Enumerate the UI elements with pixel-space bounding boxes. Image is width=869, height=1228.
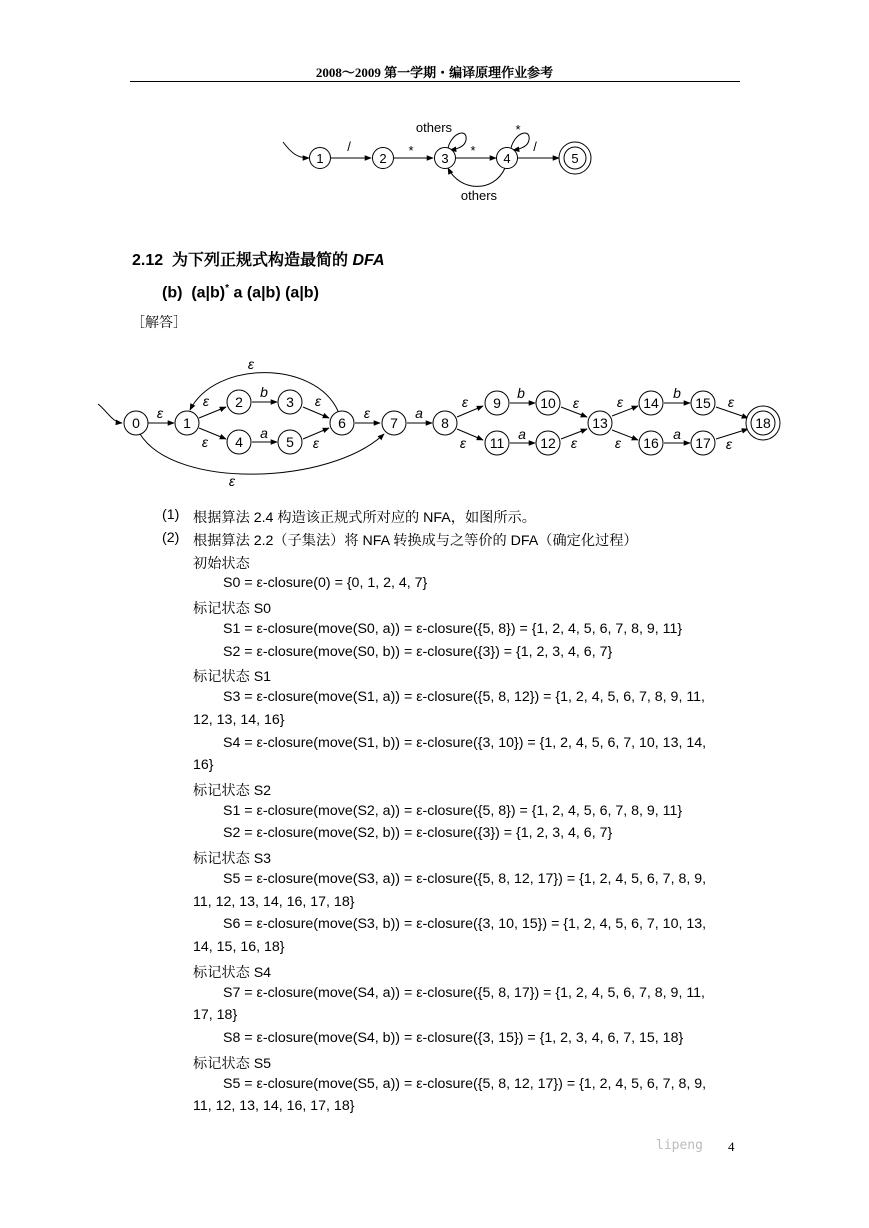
eq-s6-line2: 14, 15, 16, 18}: [193, 939, 285, 955]
nfa-diagram: [0, 355, 869, 495]
nfa-label-eps-1-2: ε: [202, 393, 210, 409]
nfa-state-9: 9: [493, 395, 501, 411]
d1-label-star-2: *: [470, 143, 476, 158]
initial-state-label: 初始状态: [193, 556, 250, 572]
eq-s6-line1: S6 = ε-closure(move(S3, b)) = ε-closure({3, 10, 15}) = {1, 2, 4, 5, 6, 7, 10, 13,: [223, 916, 707, 932]
nfa-state-6: 6: [338, 415, 346, 431]
nfa-state-1: 1: [183, 415, 191, 431]
subquestion: [162, 283, 319, 302]
page-header: 2008～2009 第一学期・编译原理作业参考: [315, 65, 554, 80]
eq-s4-line1: S4 = ε-closure(move(S1, b)) = ε-closure({3, 10}) = {1, 2, 4, 5, 6, 7, 10, 13, 14,: [223, 735, 707, 751]
nfa-state-13: 13: [592, 415, 608, 431]
nfa-label-eps-13-16: ε: [614, 435, 622, 451]
nfa-state-3: 3: [286, 394, 294, 410]
section-title-dfa: DFA: [352, 252, 385, 269]
nfa-label-eps-10-13: ε: [572, 395, 580, 411]
answer-label: ［解答］: [131, 315, 187, 331]
eq-s3-line1: S3 = ε-closure(move(S1, a)) = ε-closure({5, 8, 12}) = {1, 2, 4, 5, 6, 7, 8, 9, 11,: [223, 689, 705, 705]
nfa-label-b-14-15: b: [673, 385, 681, 401]
nfa-state-2: 2: [235, 394, 243, 410]
nfa-state-8: 8: [441, 415, 449, 431]
eq-s2-b: S2 = ε-closure(move(S2, b)) = ε-closure({3}) = {1, 2, 3, 4, 6, 7}: [223, 825, 613, 841]
nfa-state-10: 10: [540, 395, 556, 411]
nfa-state-16: 16: [643, 435, 659, 451]
mark-s0-label: 标记状态 S0: [193, 601, 272, 617]
section-title-text: 为下列正规式构造最简的: [172, 250, 349, 269]
eq-s5-line2: 11, 12, 13, 14, 16, 17, 18}: [193, 894, 355, 910]
step-2-text: 根据算法 2.2（子集法）将 NFA 转换成与之等价的 DFA（确定化过程）: [193, 533, 638, 549]
nfa-label-eps-8-11: ε: [459, 435, 467, 451]
eq-s5b-line2: 11, 12, 13, 14, 16, 17, 18}: [193, 1098, 355, 1114]
mark-s5-label: 标记状态 S5: [193, 1056, 272, 1072]
nfa-state-18: 18: [755, 415, 771, 431]
header-rule: [130, 81, 740, 82]
eq-s2: S2 = ε-closure(move(S0, b)) = ε-closure({3}) = {1, 2, 3, 4, 6, 7}: [223, 644, 613, 660]
nfa-state-5: 5: [286, 434, 294, 450]
nfa-state-11: 11: [489, 435, 505, 451]
mark-s4-label: 标记状态 S4: [193, 965, 272, 981]
subq-regex-star: *: [225, 283, 230, 294]
eq-s5b-line1: S5 = ε-closure(move(S5, a)) = ε-closure({5, 8, 12, 17}) = {1, 2, 4, 5, 6, 7, 8, 9,: [223, 1076, 707, 1092]
comment-automaton-diagram: [0, 110, 869, 210]
nfa-label-b-9-10: b: [517, 385, 525, 401]
section-title: [132, 247, 385, 270]
d1-state-3: 3: [441, 151, 449, 166]
nfa-state-14: 14: [643, 395, 659, 411]
subq-regex-part2: a (a|b) (a|b): [229, 284, 319, 302]
page-number: 4: [728, 1139, 735, 1154]
nfa-label-a-4-5: a: [260, 425, 268, 441]
d1-state-1: 1: [316, 151, 324, 166]
nfa-label-eps-3-6: ε: [314, 393, 322, 409]
d1-state-5: 5: [571, 151, 579, 166]
nfa-label-eps-13-14: ε: [616, 394, 624, 410]
mark-s2-label: 标记状态 S2: [193, 783, 272, 799]
eq-s7-line2: 17, 18}: [193, 1007, 238, 1023]
nfa-label-eps-15-18: ε: [727, 394, 735, 410]
nfa-label-a-11-12: a: [518, 426, 526, 442]
step-1-number: (1): [162, 507, 180, 523]
d1-label-slash-2: /: [533, 139, 537, 154]
nfa-label-eps-0-1: ε: [156, 405, 164, 421]
nfa-label-eps-6-7: ε: [363, 405, 371, 421]
eq-s2-a: S1 = ε-closure(move(S2, a)) = ε-closure({5, 8}) = {1, 2, 4, 5, 6, 7, 8, 9, 11}: [223, 803, 683, 819]
eq-s3-line2: 12, 13, 14, 16}: [193, 712, 285, 728]
eq-s0: S0 = ε-closure(0) = {0, 1, 2, 4, 7}: [223, 575, 428, 591]
d1-label-others-back: others: [460, 188, 498, 203]
nfa-label-a-7-8: a: [415, 405, 423, 421]
d1-label-others-loop: others: [415, 120, 453, 135]
nfa-label-eps-5-6: ε: [312, 435, 320, 451]
eq-s4-line2: 16}: [193, 757, 214, 773]
step-2-number: (2): [162, 530, 180, 546]
nfa-label-a-16-17: a: [673, 426, 681, 442]
nfa-label-eps-17-18: ε: [725, 436, 733, 452]
nfa-label-eps-8-9: ε: [461, 394, 469, 410]
d1-state-2: 2: [379, 151, 387, 166]
step-1-text: 根据算法 2.4 构造该正规式所对应的 NFA，如图所示。: [193, 510, 536, 526]
nfa-state-0: 0: [132, 415, 140, 431]
nfa-label-eps-bottom-arc: ε: [228, 473, 236, 489]
nfa-label-eps-12-13: ε: [570, 435, 578, 451]
d1-label-slash-1: /: [347, 139, 351, 154]
nfa-label-eps-1-4: ε: [201, 434, 209, 450]
mark-s1-label: 标记状态 S1: [193, 669, 272, 685]
eq-s7-line1: S7 = ε-closure(move(S4, a)) = ε-closure({5, 8, 17}) = {1, 2, 4, 5, 6, 7, 8, 9, 11,: [223, 985, 705, 1001]
nfa-state-15: 15: [695, 395, 711, 411]
nfa-label-b-2-3: b: [260, 384, 268, 400]
subq-label: (b): [162, 284, 183, 302]
d1-state-4: 4: [503, 151, 511, 166]
subq-regex-part1: (a|b): [191, 284, 226, 302]
eq-s5-line1: S5 = ε-closure(move(S3, a)) = ε-closure({5, 8, 12, 17}) = {1, 2, 4, 5, 6, 7, 8, 9,: [223, 871, 707, 887]
nfa-label-eps-top-arc: ε: [247, 356, 255, 372]
mark-s3-label: 标记状态 S3: [193, 851, 272, 867]
eq-s8: S8 = ε-closure(move(S4, b)) = ε-closure({3, 15}) = {1, 2, 3, 4, 6, 7, 15, 18}: [223, 1030, 684, 1046]
nfa-state-12: 12: [540, 435, 556, 451]
section-number: 2.12: [132, 252, 164, 269]
d1-label-star-loop: *: [515, 122, 521, 137]
d1-label-star-1: *: [408, 143, 414, 158]
eq-s1: S1 = ε-closure(move(S0, a)) = ε-closure({5, 8}) = {1, 2, 4, 5, 6, 7, 8, 9, 11}: [223, 621, 683, 637]
nfa-state-7: 7: [390, 415, 398, 431]
nfa-state-4: 4: [235, 434, 243, 450]
nfa-state-17: 17: [695, 435, 711, 451]
footer-author: lipeng: [656, 1138, 703, 1153]
